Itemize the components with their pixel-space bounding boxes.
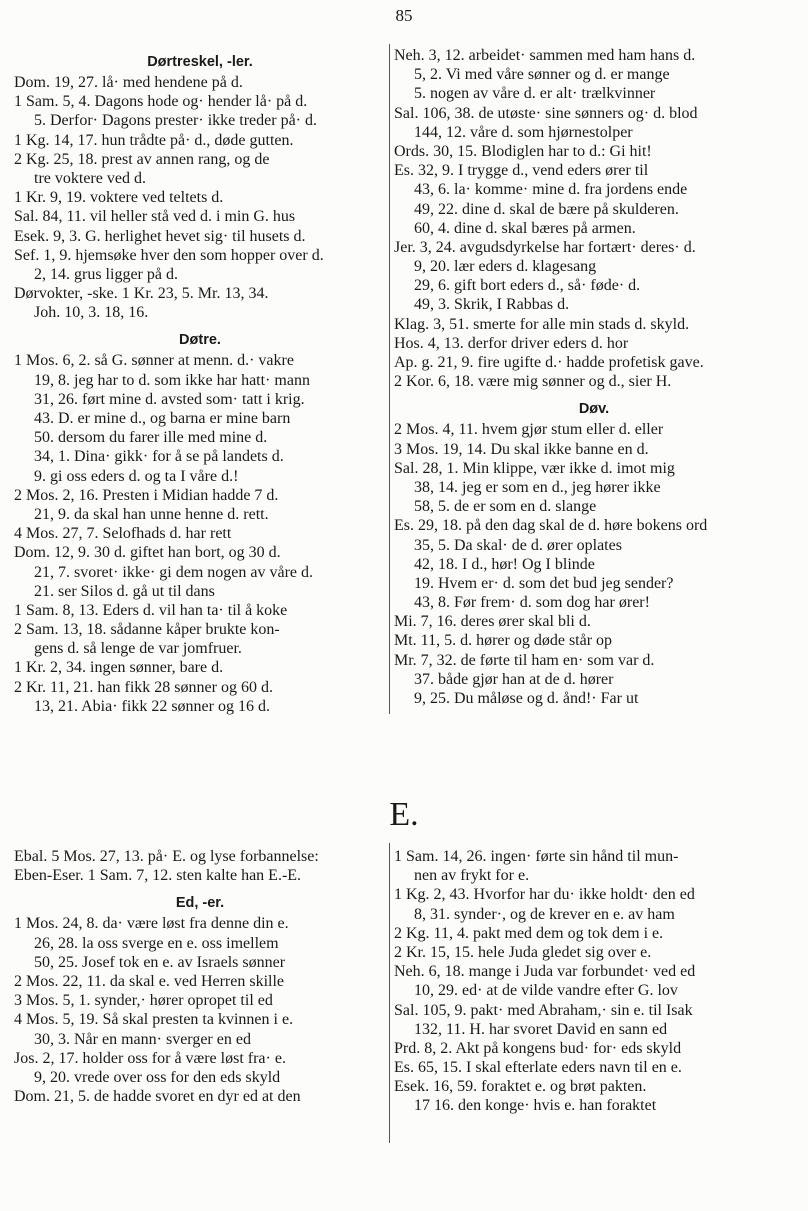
entry-line: Es. 65, 15. I skal efterlate eders navn til en e. — [394, 1059, 682, 1077]
entry-line: Sal. 28, 1. Min klippe, vær ikke d. imot mig — [394, 459, 675, 477]
entry-line: 1 Sam. 5, 4. Dagons hode og· hender lå· på d. — [14, 93, 308, 111]
entry-line: 2 Kr. 15, 15. hele Juda gledet sig over e. — [394, 943, 652, 961]
entry-line: 17 16. den konge· hvis e. han foraktet — [414, 1097, 657, 1115]
entry-line: Dom. 21, 5. de hadde svoret en dyr ed at den — [14, 1088, 301, 1106]
entry-line: Sal. 84, 11. vil heller stå ved d. i min G. hus — [14, 208, 296, 226]
entry-heading: Ed, -er. — [175, 895, 225, 912]
entry-line: Ap. g. 21, 9. fire ugifte d.· hadde profetisk gave. — [394, 354, 704, 371]
entry-line: 34, 1. Dina· gikk· for å se på landets d. — [34, 448, 284, 466]
entry-line: 1 Kr. 2, 34. ingen sønner, bare d. — [14, 659, 224, 677]
entry-line: 10, 29. ed· at de vilde vandre efter G. lov — [414, 982, 678, 1000]
entry-line: gens d. så lenge de var jomfruer. — [34, 640, 242, 658]
entry-line: 3 Mos. 5, 1. synder,· hører opropet til ed — [14, 992, 273, 1010]
entry-line: 43, 6. la· komme· mine d. fra jordens ende — [414, 181, 688, 199]
entry-line: Esek. 16, 59. foraktet e. og brøt pakten. — [394, 1078, 647, 1096]
entry-line: Prd. 8, 2. Akt på kongens bud· for· eds skyld — [394, 1039, 682, 1057]
entry-line: 21, 7. svoret· ikke· gi dem nogen av våre d. — [34, 563, 314, 581]
entry-heading: Døv. — [578, 401, 610, 418]
entry-line: 30, 3. Når en mann· sverger en ed — [34, 1030, 251, 1048]
entry-line: 49, 3. Skrik, I Rabbas d. — [414, 296, 570, 314]
entry-line: 9. gi oss eders d. og ta I våre d.! — [34, 467, 239, 485]
left-column-top — [14, 51, 386, 716]
entry-heading: Dørtreskel, -ler. — [147, 54, 253, 70]
entry-line: Esek. 9, 3. G. herlighet hevet sig· til husets d. — [14, 227, 306, 245]
entry-line: 43. D. er mine d., og barna er mine barn — [34, 410, 291, 427]
entry-line: 19, 8. jeg har to d. som ikke har hatt· mann — [34, 371, 310, 389]
entry-line: Ords. 30, 15. Blodiglen har to d.: Gi hit! — [394, 142, 652, 160]
entry-line: 2 Sam. 13, 18. sådanne kåper brukte kon- — [14, 621, 280, 639]
entry-line: 3 Mos. 19, 14. Du skal ikke banne en d. — [394, 440, 649, 458]
entry-line: 9, 20. lær eders d. klagesang — [414, 258, 597, 276]
entry-line: Dom. 19, 27. lå· med hendene på d. — [14, 74, 243, 91]
entry-line: Dørvokter, -ske. 1 Kr. 23, 5. Mr. 13, 34. — [14, 285, 269, 303]
section-letter: E. — [389, 796, 419, 833]
entry-line: 21. ser Silos d. gå ut til dans — [34, 582, 215, 600]
entry-line: Jer. 3, 24. avgudsdyrkelse har fortært· deres· d. — [394, 238, 696, 256]
entry-line: 144, 12. våre d. som hjørnestolper — [414, 123, 633, 141]
column-divider — [389, 44, 390, 714]
entry-line: 50, 25. Josef tok en e. av Israels sønner — [34, 953, 286, 971]
entry-line: Mt. 11, 5. d. hører og døde står op — [394, 632, 613, 650]
entry-line: 21, 9. da skal han unne henne d. rett. — [34, 505, 269, 523]
entry-line: Dom. 12, 9. 30 d. giftet han bort, og 30 d. — [14, 544, 281, 562]
entry-heading: Døtre. — [179, 332, 221, 349]
entry-line: Es. 32, 9. I trygge d., vend eders ører til — [394, 162, 649, 180]
column-divider — [389, 843, 390, 1143]
entry-line: 43, 8. Før frem· d. som dog har ører! — [414, 594, 650, 612]
entry-line: 58, 5. de er som en d. slange — [414, 498, 597, 516]
entry-line: Sef. 1, 9. hjemsøke hver den som hopper over d. — [14, 246, 324, 264]
entry-line: 1 Sam. 8, 13. Eders d. vil han ta· til å koke — [14, 601, 288, 619]
entry-line: 19. Hvem er· d. som det bud jeg sender? — [414, 574, 674, 592]
entry-line: 1 Kr. 9, 19. voktere ved teltets d. — [14, 189, 224, 207]
entry-line: 5, 2. Vi med våre sønner og d. er mange — [414, 66, 670, 84]
entry-line: 49, 22. dine d. skal de bære på skulderen. — [414, 200, 679, 218]
entry-line: Hos. 4, 13. derfor driver eders d. hor — [394, 334, 629, 352]
right-column-bottom — [394, 847, 794, 1116]
entry-line: 37. både gjør han at de d. hører — [414, 670, 614, 688]
entry-line: 5. nogen av våre d. er alt· trælkvinner — [414, 85, 656, 103]
entry-line: Mr. 7, 32. de førte til ham en· som var d. — [394, 651, 655, 669]
entry-line: Sal. 106, 38. de utøste· sine sønners og· d. blod — [394, 104, 698, 122]
entry-line: 42, 18. I d., hør! Og I blinde — [414, 555, 595, 573]
entry-line: 9, 20. vrede over oss for den eds skyld — [34, 1068, 281, 1086]
entry-line: Neh. 3, 12. arbeidet· sammen med ham hans d. — [394, 47, 696, 64]
page-number: 85 — [395, 6, 413, 25]
entry-line: 1 Kg. 14, 17. hun trådte på· d., døde gutten. — [14, 131, 294, 149]
right-column-top — [394, 46, 794, 708]
entry-line: 5. Derfor· Dagons prester· ikke treder på· d. — [34, 112, 317, 130]
entry-line: 2 Mos. 2, 16. Presten i Midian hadde 7 d. — [14, 486, 279, 504]
entry-line: Sal. 105, 9. pakt· med Abraham,· sin e. til Isak — [394, 1001, 693, 1019]
entry-line: 35, 5. Da skal· de d. ører oplates — [414, 536, 622, 554]
entry-line: 26, 28. la oss sverge en e. oss imellem — [34, 934, 279, 952]
entry-line: 1 Sam. 14, 26. ingen· førte sin hånd til mun- — [394, 848, 679, 865]
entry-line: 2 Kg. 25, 18. prest av annen rang, og de — [14, 150, 270, 168]
entry-line: 132, 11. H. har svoret David en sann ed — [414, 1020, 668, 1038]
entry-line: Jos. 2, 17. holder oss for å være løst fra· e. — [14, 1049, 286, 1067]
entry-line: 13, 21. Abia· fikk 22 sønner og 16 d. — [34, 697, 270, 715]
entry-line: 2 Kg. 11, 4. pakt med dem og tok dem i e. — [394, 924, 664, 942]
entry-line: nen av frykt for e. — [414, 867, 530, 885]
entry-line: tre voktere ved d. — [34, 169, 146, 187]
entry-line: 38, 14. jeg er som en d., jeg hører ikke — [414, 478, 661, 496]
entry-line: Klag. 3, 51. smerte for alle min stads d. skyld. — [394, 315, 690, 333]
entry-line: 2 Mos. 4, 11. hvem gjør stum eller d. eller — [394, 421, 664, 439]
entry-line: Neh. 6, 18. mange i Juda var forbundet· ved ed — [394, 963, 696, 981]
entry-line: Eben-Eser. 1 Sam. 7, 12. sten kalte han E.-E. — [14, 867, 302, 885]
entry-line: 31, 26. ført mine d. avsted som· tatt i krig. — [34, 390, 305, 408]
entry-line: 1 Mos. 24, 8. da· være løst fra denne din e. — [14, 915, 289, 933]
entry-line: 2 Kr. 11, 21. han fikk 28 sønner og 60 d. — [14, 678, 273, 696]
entry-line: 50. dersom du farer ille med mine d. — [34, 429, 268, 447]
entry-line: 1 Mos. 6, 2. så G. sønner at menn. d.· vakre — [14, 352, 294, 370]
entry-line: Es. 29, 18. på den dag skal de d. høre bokens ord — [394, 517, 708, 535]
entry-line: 4 Mos. 27, 7. Selofhads d. har rett — [14, 525, 232, 543]
entry-line: Mi. 7, 16. deres ører skal bli d. — [394, 613, 591, 631]
entry-line: Ebal. 5 Mos. 27, 13. på· E. og lyse forbannelse: — [14, 848, 319, 865]
entry-line: 2, 14. grus ligger på d. — [34, 265, 178, 283]
entry-line: 29, 6. gift bort eders d., så· føde· d. — [414, 277, 641, 295]
entry-line: 4 Mos. 5, 19. Så skal presten ta kvinnen i e. — [14, 1011, 294, 1029]
entry-line: 8, 31. synder·, og de krever en e. av ham — [414, 905, 675, 923]
left-column-bottom — [14, 847, 386, 1106]
entry-line: 1 Kg. 2, 43. Hvorfor har du· ikke holdt· den ed — [394, 886, 695, 904]
entry-line: Joh. 10, 3. 18, 16. — [34, 304, 149, 322]
entry-line: 2 Mos. 22, 11. da skal e. ved Herren skille — [14, 972, 285, 990]
entry-line: 60, 4. dine d. skal bæres på armen. — [414, 219, 636, 237]
entry-line: 2 Kor. 6, 18. være mig sønner og d., sier H. — [394, 373, 672, 391]
entry-line: 9, 25. Du måløse og d. ånd!· Far ut — [414, 690, 639, 707]
